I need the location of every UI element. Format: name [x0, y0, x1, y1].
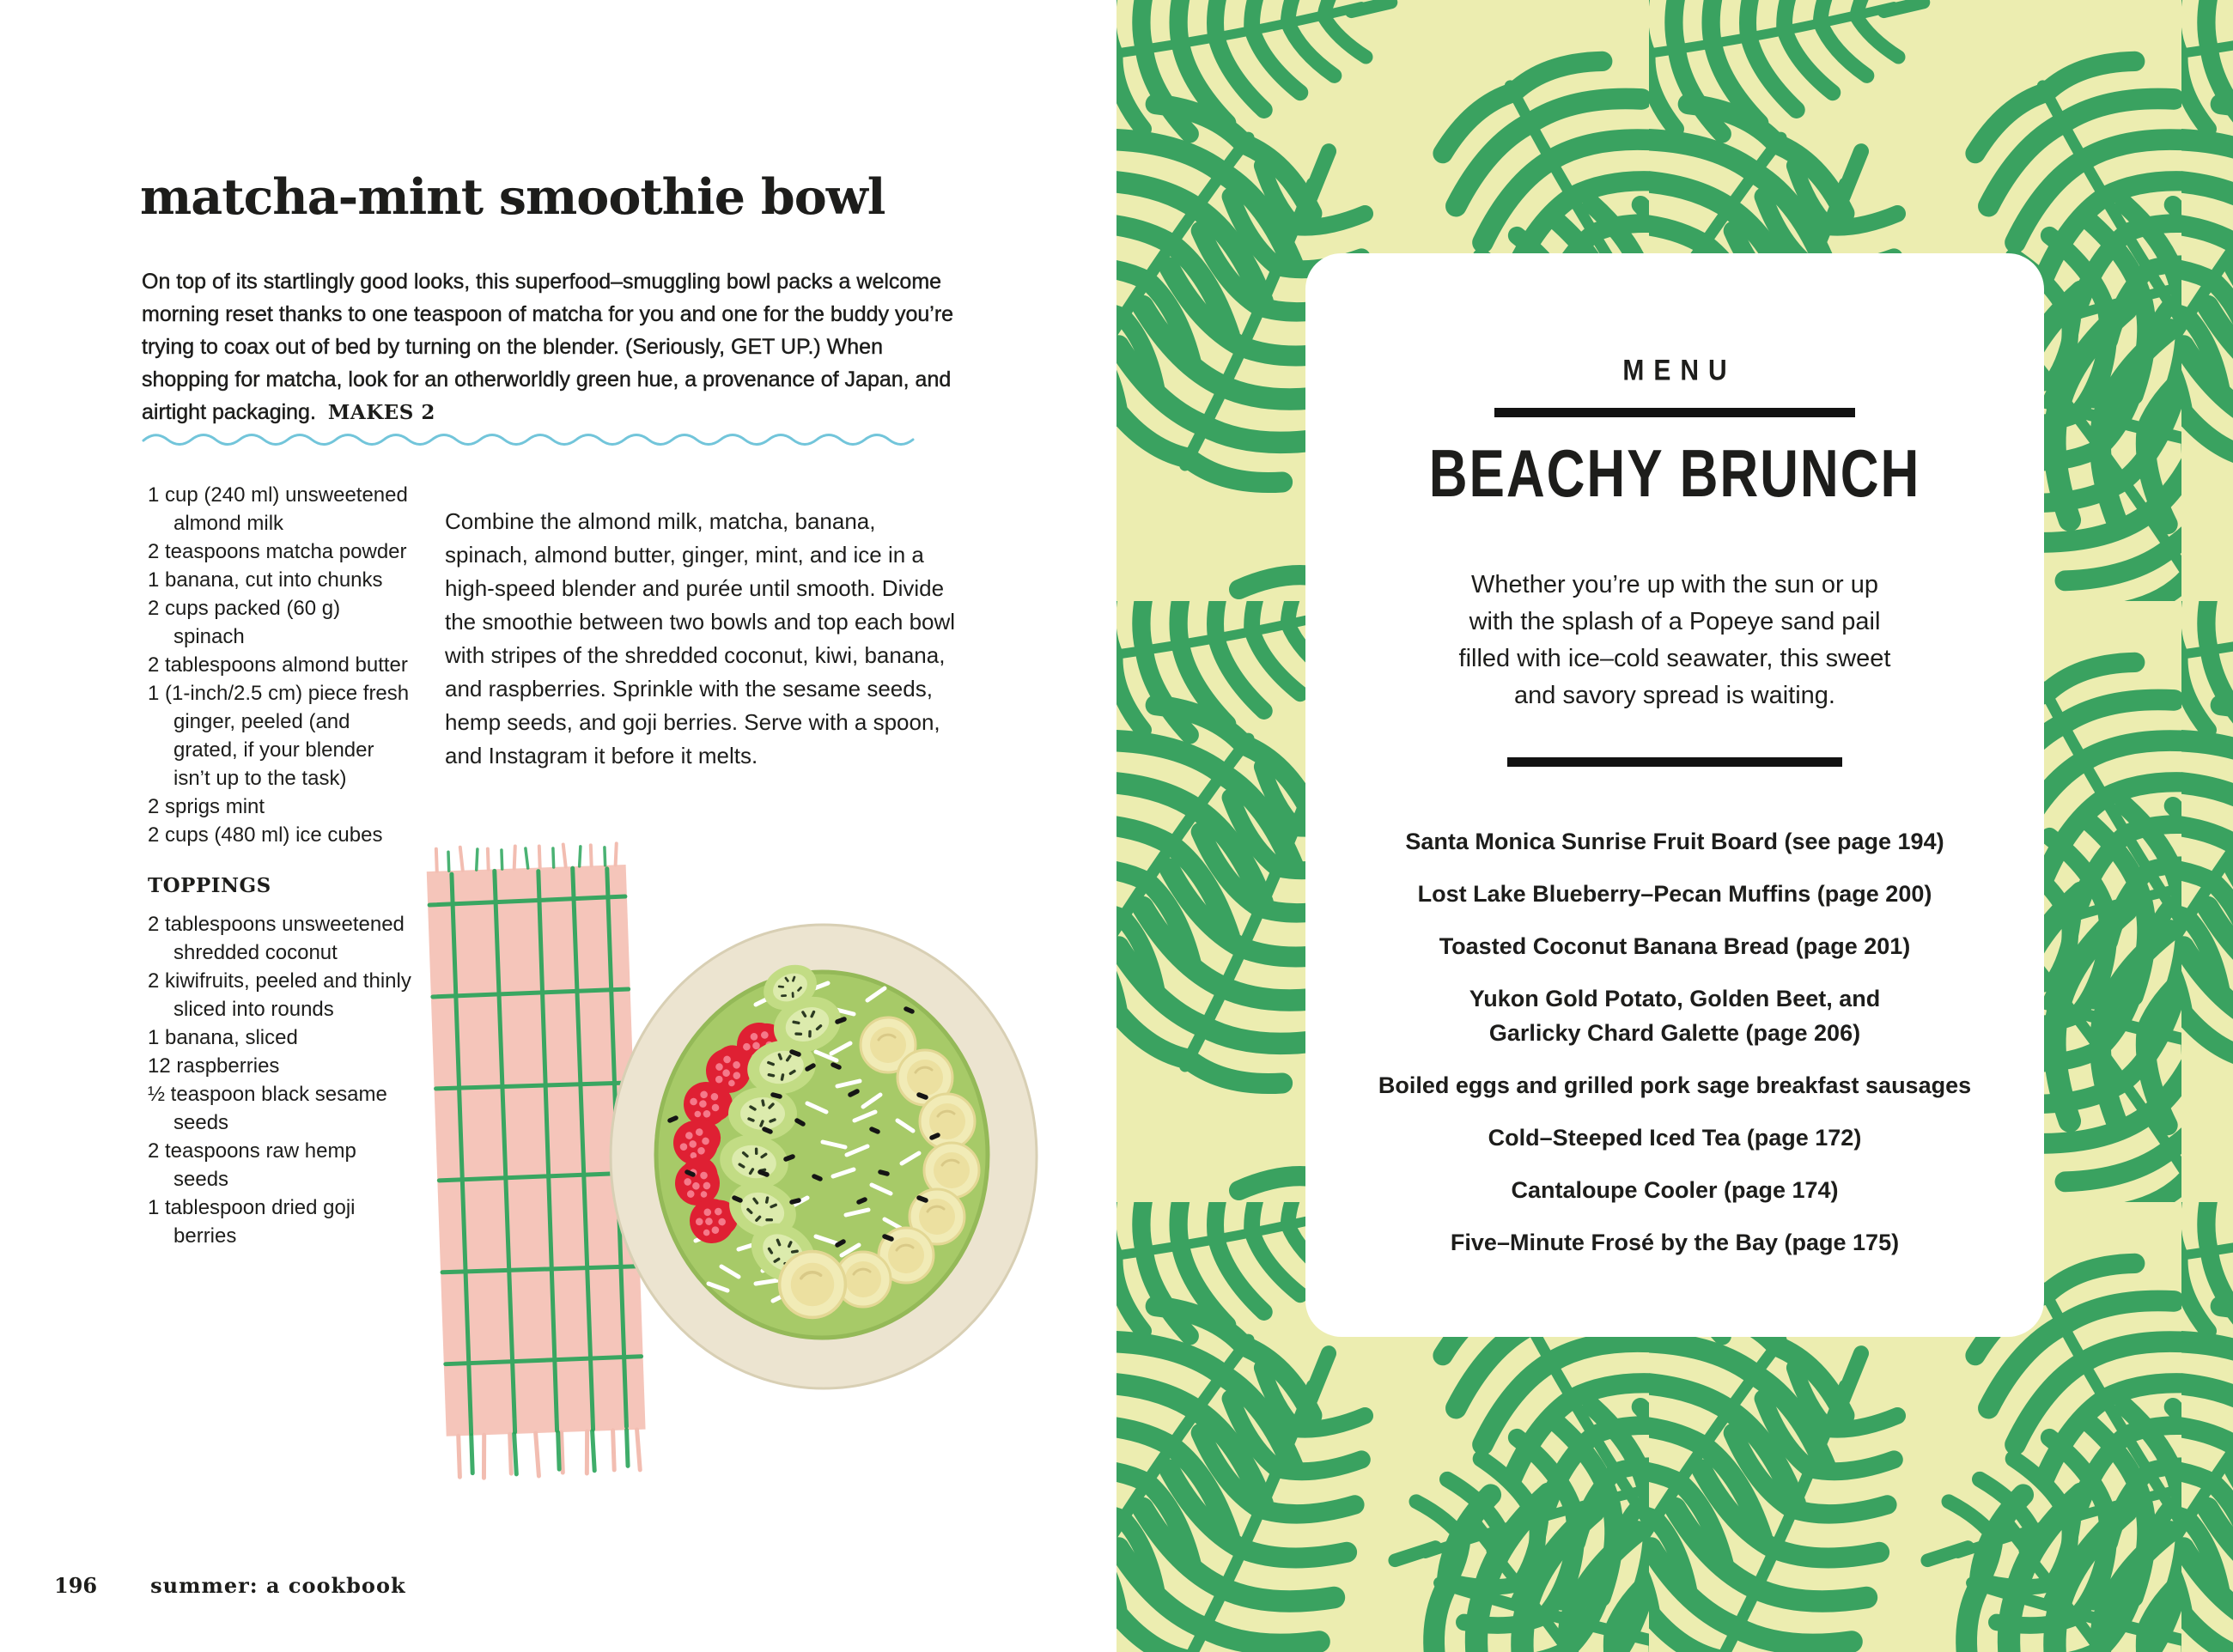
- menu-rule-bottom: [1507, 757, 1842, 767]
- menu-card: [1305, 253, 2044, 1337]
- topping: 1 tablespoon dried goji berries: [148, 1196, 356, 1248]
- topping: 1 banana, sliced: [148, 1026, 298, 1049]
- makes-label: MAKES 2: [327, 401, 435, 424]
- topping: 2 teaspoons raw hemp seeds: [148, 1139, 356, 1191]
- menu-items-list: [1305, 824, 2044, 1260]
- menu-item: Five–Minute Frosé by the Bay (page 175): [1450, 1230, 1900, 1255]
- menu-item: Lost Lake Blueberry–Pecan Muffins (page 200): [1417, 881, 1932, 907]
- topping: 12 raspberries: [148, 1054, 280, 1078]
- menu-intro-line: Whether you’re up with the sun or up: [1471, 571, 1878, 598]
- ingredient: 2 cups packed (60 g) spinach: [148, 597, 341, 648]
- ingredients-list: [148, 481, 416, 849]
- recipe-page: [0, 0, 1116, 1652]
- menu-intro-line: filled with ice–cold seawater, this sweet: [1458, 645, 1891, 672]
- ingredient: 2 cups (480 ml) ice cubes: [148, 823, 383, 847]
- menu-rule-top: [1494, 408, 1855, 417]
- instructions-paragraph: Combine the almond milk, matcha, banana, spinach, almond butter, ginger, mint, and ice in a high-speed blender and purée until smooth. Divide the smoothie between two bowls and top each bowl with stripes of the shredded coconut, kiwi, banana, and raspberries. Sprinkle with the sesame seeds, hemp seeds, and goji berries. Serve with a spoon, and Instagram it before it melts.: [445, 508, 956, 768]
- recipe-intro: [142, 265, 958, 429]
- page-footer: [54, 1573, 406, 1598]
- ingredient: 1 banana, cut into chunks: [148, 568, 383, 592]
- menu-item: Boiled eggs and grilled pork sage breakfast sausages: [1378, 1072, 1972, 1098]
- topping: 2 kiwifruits, peeled and thinly sliced into rounds: [148, 969, 411, 1021]
- menu-title: BEACHY BRUNCH: [1428, 435, 1921, 511]
- menu-item: Cold–Steeped Iced Tea (page 172): [1488, 1125, 1862, 1151]
- menu-item: Cantaloupe Cooler (page 174): [1511, 1177, 1839, 1203]
- menu-item: Santa Monica Sunrise Fruit Board (see page 194): [1405, 829, 1944, 854]
- recipe-title: matcha-mint smoothie bowl: [140, 168, 885, 227]
- ingredients-column: [148, 481, 416, 1250]
- ingredient: 2 teaspoons matcha powder: [148, 540, 407, 563]
- menu-intro-line: and savory spread is waiting.: [1514, 682, 1835, 709]
- topping: ½ teaspoon black sesame seeds: [148, 1083, 387, 1134]
- book-title: summer: a cookbook: [150, 1573, 406, 1598]
- ingredient: 2 tablespoons almond butter: [148, 653, 408, 677]
- ingredient: 1 (1-inch/2.5 cm) piece fresh ginger, peeled (and grated, if your blender isn’t up to the task): [148, 682, 410, 790]
- menu-item: Toasted Coconut Banana Bread (page 201): [1439, 933, 1911, 959]
- menu-intro: [1305, 567, 2044, 714]
- page-number: 196: [54, 1573, 98, 1598]
- menu-page: [1116, 0, 2233, 1652]
- toppings-header: TOPPINGS: [148, 874, 271, 897]
- topping: 2 tablespoons unsweetened shredded coconut: [148, 913, 405, 964]
- ingredient: 2 sprigs mint: [148, 795, 265, 818]
- ingredient: 1 cup (240 ml) unsweetened almond milk: [148, 483, 408, 535]
- menu-intro-line: with the splash of a Popeye sand pail: [1469, 608, 1881, 635]
- menu-label: MENU: [1622, 354, 1737, 387]
- wavy-divider: [142, 428, 940, 448]
- smoothie-bowl-illustration: [404, 837, 1091, 1524]
- menu-item: Yukon Gold Potato, Golden Beet, and Garlicky Chard Galette (page 206): [1469, 986, 1881, 1046]
- toppings-list: [148, 910, 416, 1250]
- recipe-intro-text: On top of its startlingly good looks, this superfood–smuggling bowl packs a welcome morning reset thanks to one teaspoon of matcha for you and one for the buddy you’re trying to coax out of bed by turning on the blender. (Seriously, GET UP.) When shopping for matcha, look for an otherworldly green hue, a provenance of Japan, and airtight packaging.: [142, 270, 954, 424]
